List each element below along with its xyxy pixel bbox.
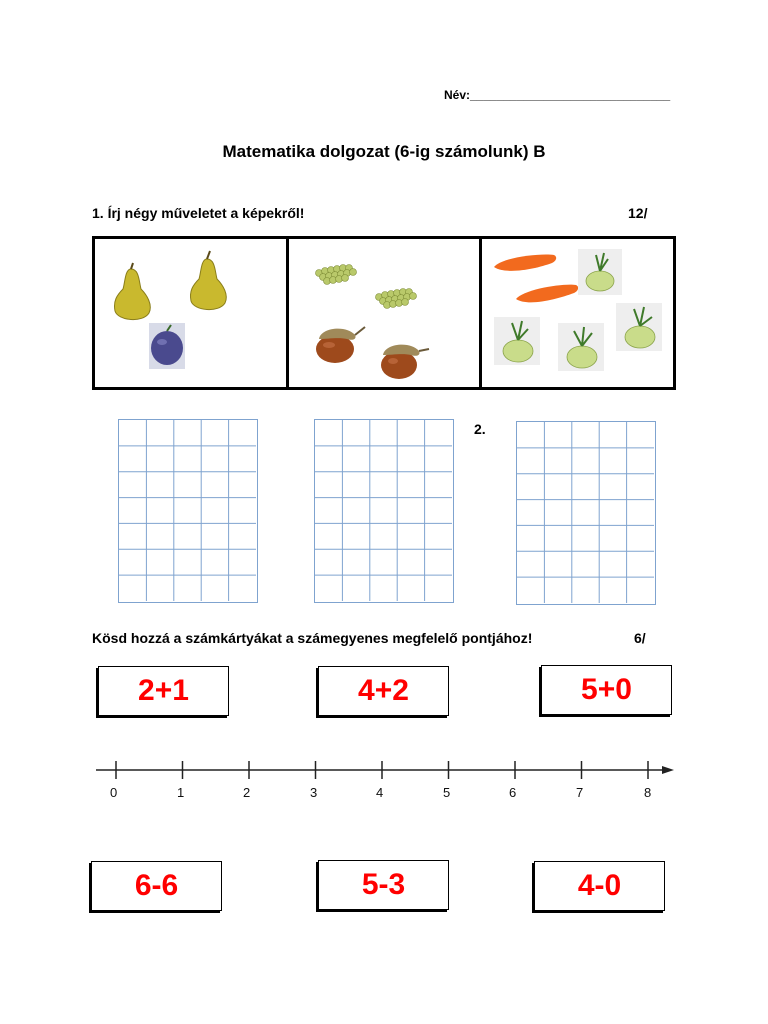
number-line-label: 1 xyxy=(177,785,185,800)
kohlrabi-icon xyxy=(616,303,662,351)
task-2-marker: 2. xyxy=(474,421,486,437)
fruit-illustration xyxy=(95,239,285,387)
kohlrabi-icon xyxy=(494,317,540,365)
vegetables-illustration xyxy=(482,239,672,387)
acorn-icon xyxy=(316,327,365,363)
writing-grid-3[interactable] xyxy=(516,421,656,605)
number-line-label: 3 xyxy=(310,785,318,800)
number-line-label: 6 xyxy=(509,785,517,800)
pear-icon xyxy=(114,263,150,320)
picture-cell-fruits xyxy=(95,239,286,387)
number-line-label: 0 xyxy=(110,785,118,800)
number-card[interactable]: 5-3 xyxy=(318,860,449,910)
grid-lines xyxy=(119,420,256,601)
number-line-label: 4 xyxy=(376,785,384,800)
number-line-label: 7 xyxy=(576,785,584,800)
task-1-points: 12/ xyxy=(628,205,648,221)
number-card[interactable]: 2+1 xyxy=(98,666,229,716)
carrot-icon xyxy=(516,285,578,303)
carrot-icon xyxy=(494,255,556,271)
number-line-label: 5 xyxy=(443,785,451,800)
grid-lines xyxy=(315,420,452,601)
number-line-label: 2 xyxy=(243,785,251,800)
task-3-label: Kösd hozzá a számkártyákat a számegyenes megfelelő pontjához! xyxy=(92,630,533,646)
writing-grid-1[interactable] xyxy=(118,419,258,603)
pear-icon xyxy=(190,251,226,310)
picture-cell-grapes-acorns xyxy=(286,239,480,387)
number-card[interactable]: 6-6 xyxy=(91,861,222,911)
picture-cell-vegetables xyxy=(479,239,673,387)
task-1-label: 1. Írj négy műveletet a képekről! xyxy=(92,205,305,221)
writing-grid-2[interactable] xyxy=(314,419,454,603)
name-field[interactable]: Név:______________________________ xyxy=(444,88,671,102)
grapes-acorns-illustration xyxy=(289,239,479,387)
number-line-label: 8 xyxy=(644,785,652,800)
number-card[interactable]: 4-0 xyxy=(534,861,665,911)
acorn-icon xyxy=(381,345,429,379)
number-card[interactable]: 4+2 xyxy=(318,666,449,716)
grapes-icon xyxy=(315,265,356,285)
task-3-points: 6/ xyxy=(634,630,646,646)
kohlrabi-icon xyxy=(558,323,604,371)
page-title: Matematika dolgozat (6-ig számolunk) B xyxy=(222,142,546,161)
number-card[interactable]: 5+0 xyxy=(541,665,672,715)
grid-lines xyxy=(517,422,654,603)
grapes-icon xyxy=(375,289,416,309)
plum-icon xyxy=(149,323,185,369)
number-line-arrow-icon xyxy=(662,766,674,774)
picture-table xyxy=(92,236,676,390)
kohlrabi-icon xyxy=(578,249,622,295)
